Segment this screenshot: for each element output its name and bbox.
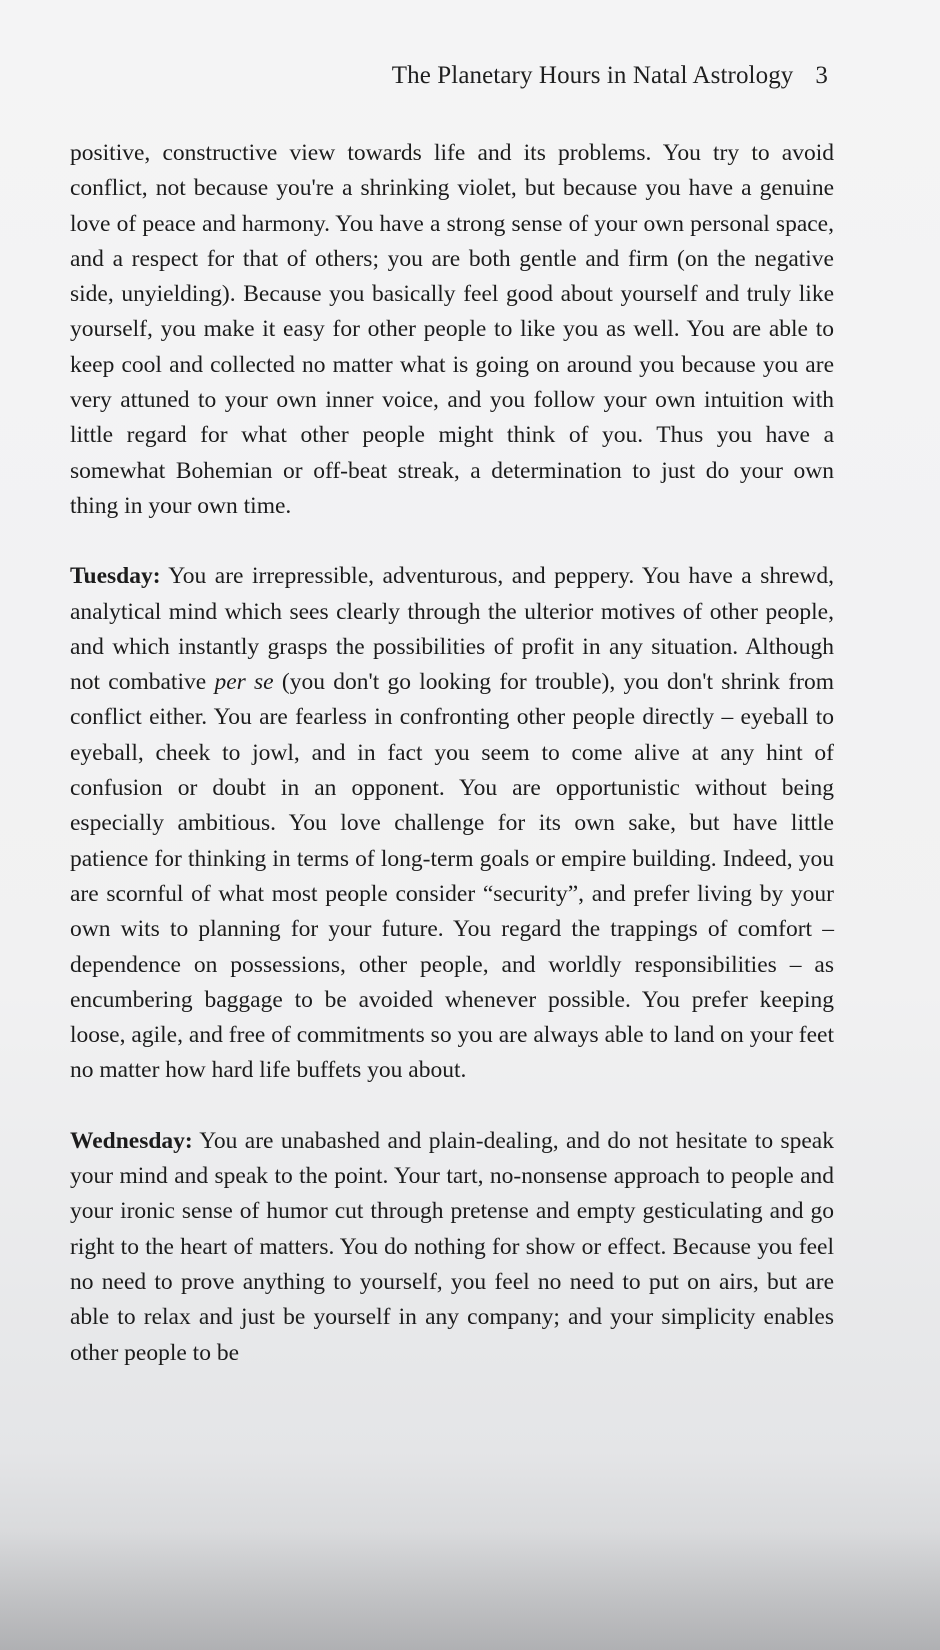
tuesday-italic-phrase: per se [214, 669, 274, 696]
page-number: 3 [815, 62, 828, 89]
wednesday-heading: Wednesday: [70, 1127, 193, 1154]
tuesday-text-part1: You are irrepressible, adventurous, and peppery. You have a shrewd, analytical mind which sees clearly through the ulterior motives of other people, and which instantly grasps the possibilities of profit in any situation. Although not combative [70, 563, 834, 696]
paragraph-text: positive, constructive view towards life and its problems. You try to avoid conflict, not because you're a shrinking violet, but because you have a genuine love of peace and harmony. You have a strong sense of your own personal space, and a respect for that of others; you are both gentle and firm (on the negative side, unyielding). Because you basically feel good about yourself and truly like yourself, you make it easy for other people to like you as well. You are able to keep cool and collected no matter what is going on around you because you are very attuned to your own inner voice, and you follow your own intuition with little regard for what other people might think of you. Thus you have a somewhat Bohemian or off-beat streak, a determination to just do your own thing in your own time. [70, 140, 834, 519]
paragraph-continuation [70, 136, 834, 524]
tuesday-heading: Tuesday: [70, 563, 161, 590]
paragraph-tuesday [70, 559, 834, 1088]
body-text [70, 136, 834, 1406]
wednesday-text: You are unabashed and plain-dealing, and do not hesitate to speak your mind and speak to the point. Your tart, no-nonsense approach to people and your ironic sense of humor cut through pretense and empty gesticulating and go right to the heart of matters. You do nothing for show or effect. Because you feel no need to prove anything to yourself, you feel no need to put on airs, but are able to relax and just be yourself in any company; and your simplicity enables other people to be [70, 1127, 834, 1366]
paragraph-wednesday [70, 1124, 834, 1371]
running-title: The Planetary Hours in Natal Astrology [391, 62, 794, 89]
running-head [0, 62, 828, 90]
tuesday-text-part2: (you don't go looking for trouble), you don't shrink from conflict either. You are fearless in confronting other people directly – eyeball to eyeball, cheek to jowl, and in fact you seem to come alive at any hint of confusion or doubt in an opponent. You are opportunistic without being especially ambitious. You love challenge for its own sake, but have little patience for thinking in terms of long-term goals or empire building. Indeed, you are scornful of what most people consider “security”, and prefer living by your own wits to planning for your future. You regard the trappings of comfort – dependence on possessions, other people, and worldly responsibilities – as encumbering baggage to be avoided whenever possible. You prefer keeping loose, agile, and free of commitments so you are always able to land on your feet no matter how hard life buffets you about. [70, 669, 834, 1084]
